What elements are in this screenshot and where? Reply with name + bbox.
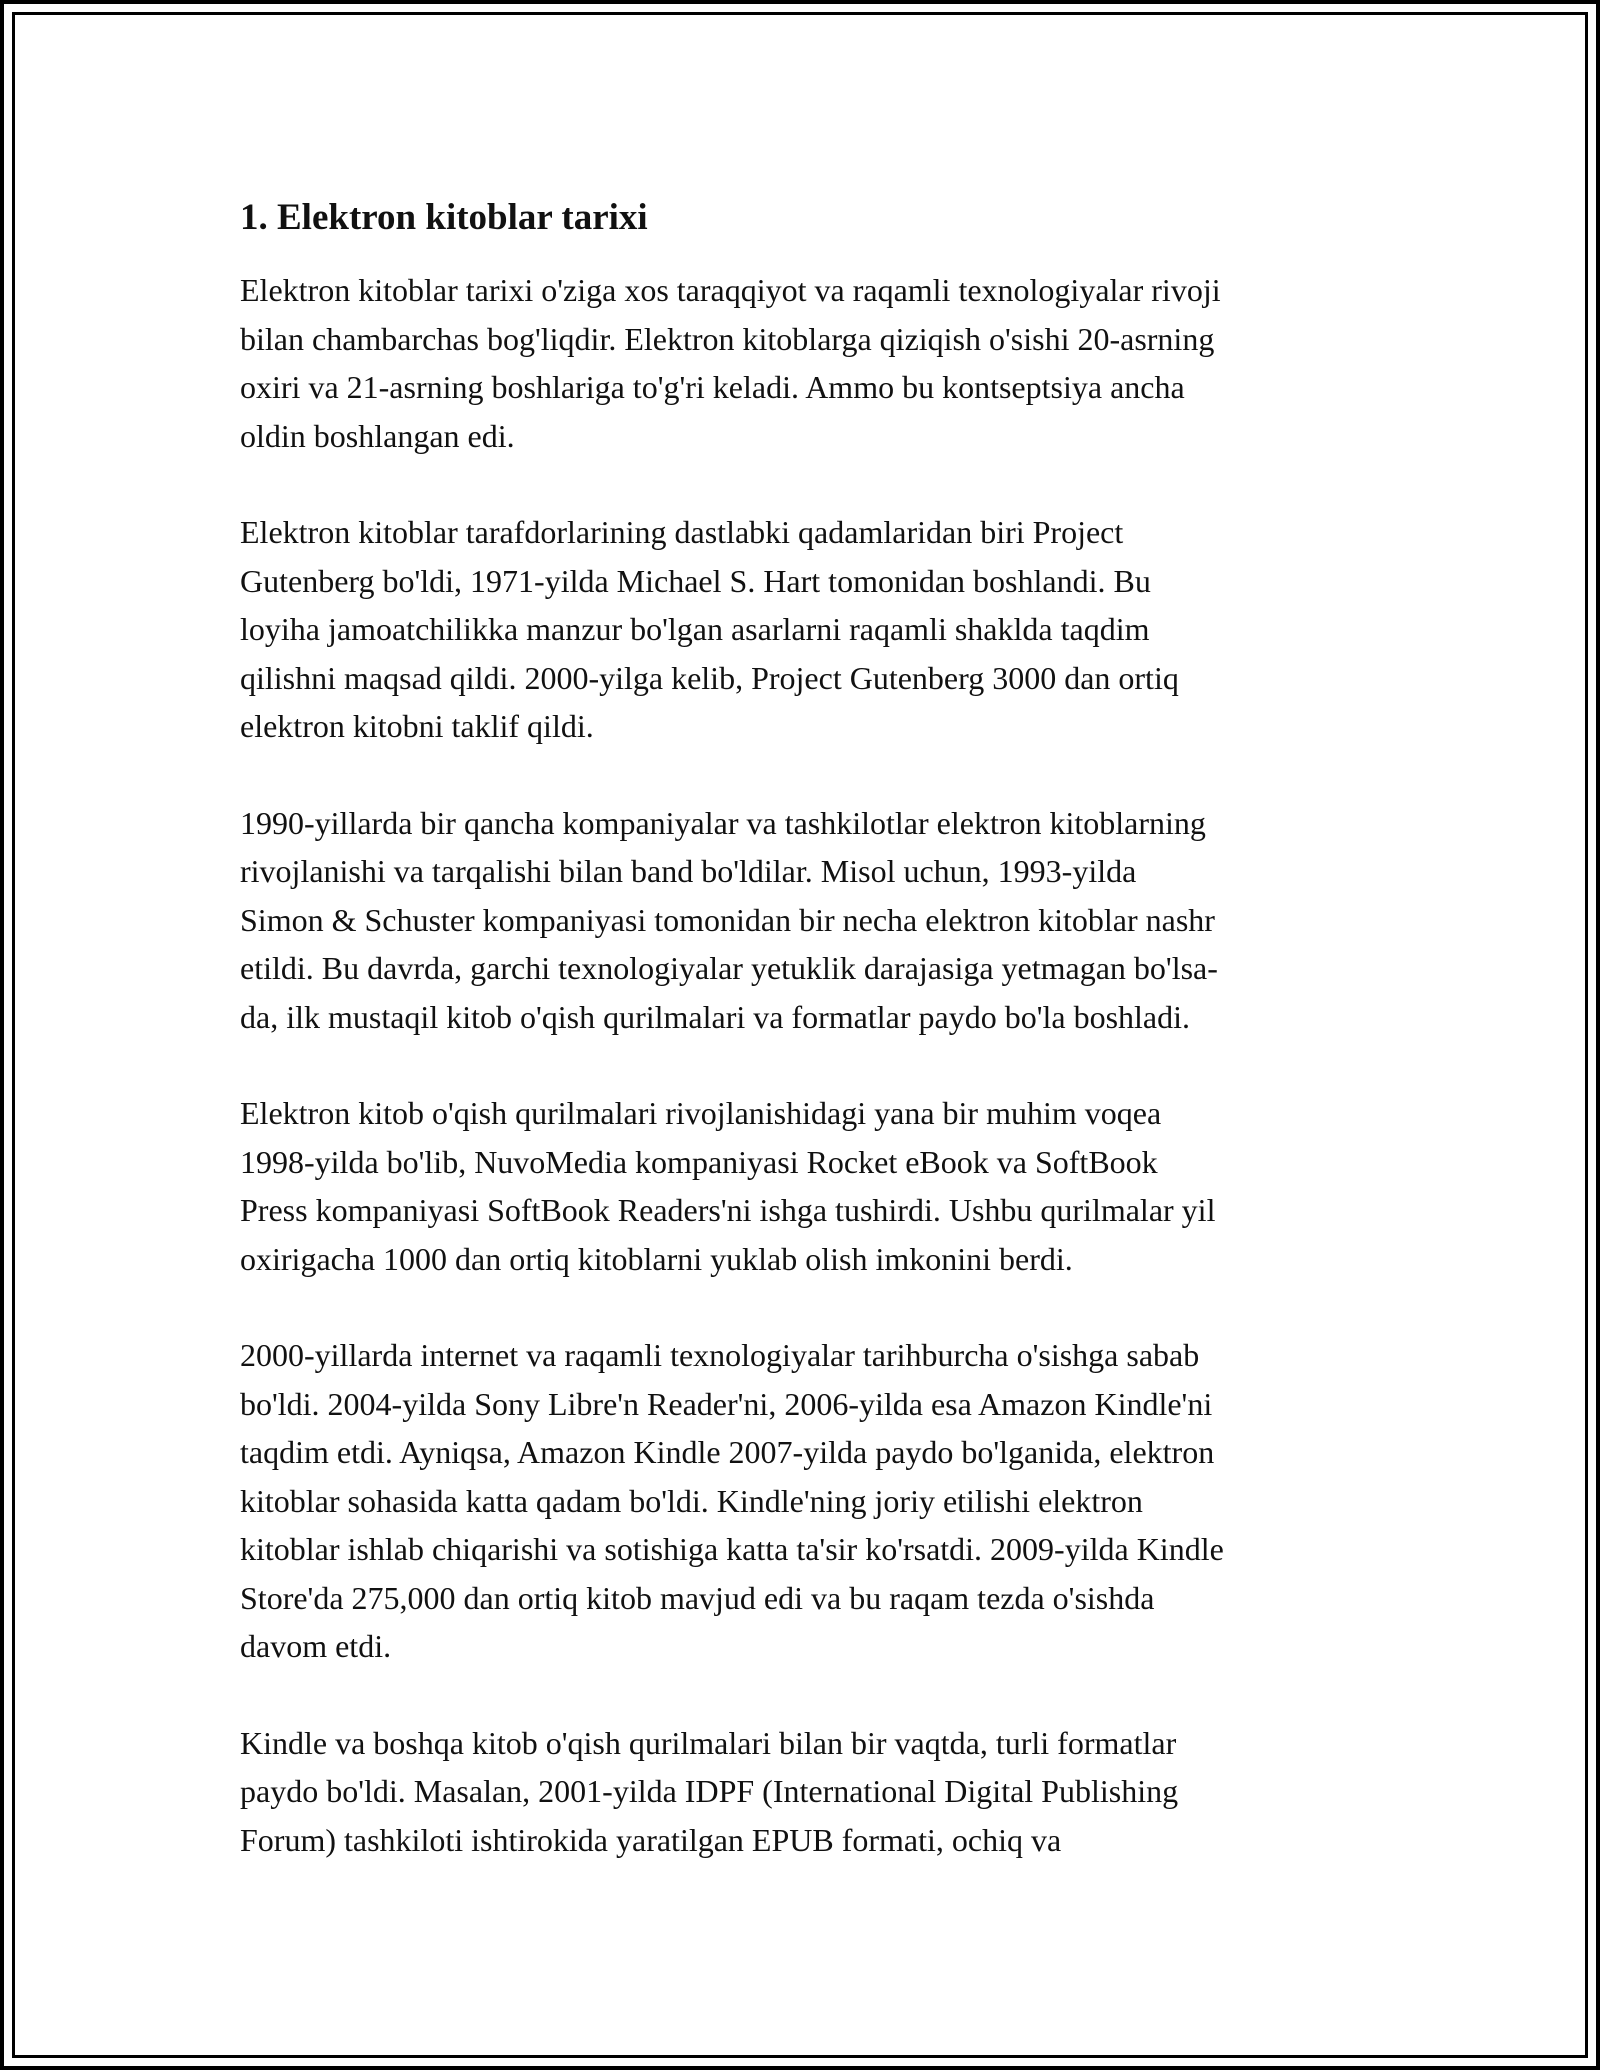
paragraph-line: 1990-yillarda bir qancha kompaniyalar va tashkilotlar elektron kitoblarning xyxy=(240,804,1206,841)
paragraph-line: 1998-yilda bo'lib, NuvoMedia kompaniyasi Rocket eBook va SoftBook xyxy=(240,1143,1158,1180)
paragraph-line: loyiha jamoatchilikka manzur bo'lgan asarlarni raqamli shaklda taqdim xyxy=(240,611,1150,647)
paragraph-line: 2000-yillarda internet va raqamli texnologiyalar tarihburcha o'sishga sabab xyxy=(240,1337,1200,1373)
paragraph-line: bo'ldi. 2004-yilda Sony Libre'n Reader'ni, 2006-yilda esa Amazon Kindle'ni xyxy=(240,1385,1213,1422)
paragraph-line: kitoblar ishlab chiqarishi va sotishiga katta ta'sir ko'rsatdi. 2009-yilda Kindle xyxy=(240,1531,1224,1567)
paragraph-line: da, ilk mustaqil kitob o'qish qurilmalari va formatlar paydo bo'la boshladi. xyxy=(240,998,1191,1035)
paragraph-5 xyxy=(240,1331,1380,1671)
paragraph-4 xyxy=(240,1089,1380,1283)
paragraph-line: kitoblar sohasida katta qadam bo'ldi. Kindle'ning joriy etilishi elektron xyxy=(240,1482,1143,1519)
paragraph-6 xyxy=(240,1719,1380,1865)
paragraph-line: Simon & Schuster kompaniyasi tomonidan bir necha elektron kitoblar nashr xyxy=(240,901,1215,938)
paragraph-line: elektron kitobni taklif qildi. xyxy=(240,708,594,744)
paragraph-line: Elektron kitoblar tarafdorlarining dastlabki qadamlaridan biri Project xyxy=(240,514,1124,550)
paragraph-line: Kindle va boshqa kitob o'qish qurilmalari bilan bir vaqtda, turli formatlar xyxy=(240,1724,1177,1761)
paragraph-line: oxiri va 21-asrning boshlariga to'g'ri keladi. Ammo bu kontseptsiya ancha xyxy=(240,369,1185,405)
paragraph-line: davom etdi. xyxy=(240,1628,392,1664)
paragraph-line: taqdim etdi. Ayniqsa, Amazon Kindle 2007-yilda paydo bo'lganida, elektron xyxy=(240,1434,1215,1470)
paragraph-line: oldin boshlangan edi. xyxy=(240,417,515,454)
paragraph-line: Gutenberg bo'ldi, 1971-yilda Michael S. Hart tomonidan boshlandi. Bu xyxy=(240,562,1151,599)
paragraph-line: Elektron kitoblar tarixi o'ziga xos taraqqiyot va raqamli texnologiyalar rivoji xyxy=(240,272,1221,308)
paragraph-3 xyxy=(240,799,1380,1042)
paragraph-line: rivojlanishi va tarqalishi bilan band bo'ldilar. Misol uchun, 1993-yilda xyxy=(240,853,1137,889)
paragraph-2 xyxy=(240,508,1380,751)
paragraph-line: qilishni maqsad qildi. 2000-yilga kelib, Project Gutenberg 3000 dan ortiq xyxy=(240,659,1179,696)
paragraph-line: Press kompaniyasi SoftBook Readers'ni ishga tushirdi. Ushbu qurilmalar yil xyxy=(240,1192,1216,1228)
paragraph-line: Store'da 275,000 dan ortiq kitob mavjud edi va bu raqam tezda o'sishda xyxy=(240,1579,1155,1616)
paragraph-line: bilan chambarchas bog'liqdir. Elektron kitoblarga qiziqish o'sishi 20-asrning xyxy=(240,320,1215,357)
document-content xyxy=(240,192,1380,1912)
paragraph-line: Elektron kitob o'qish qurilmalari rivojlanishidagi yana bir muhim voqea xyxy=(240,1095,1162,1131)
paragraph-1 xyxy=(240,266,1380,460)
section-heading: 1. Elektron kitoblar tarixi xyxy=(240,197,648,238)
paragraph-line: Forum) tashkiloti ishtirokida yaratilgan EPUB formati, ochiq va xyxy=(240,1821,1062,1858)
paragraph-line: oxirigacha 1000 dan ortiq kitoblarni yuklab olish imkonini berdi. xyxy=(240,1240,1073,1277)
paragraph-line: etildi. Bu davrda, garchi texnologiyalar yetuklik darajasiga yetmagan bo'lsa- xyxy=(240,950,1218,986)
paragraph-line: paydo bo'ldi. Masalan, 2001-yilda IDPF (International Digital Publishing xyxy=(240,1773,1179,1809)
